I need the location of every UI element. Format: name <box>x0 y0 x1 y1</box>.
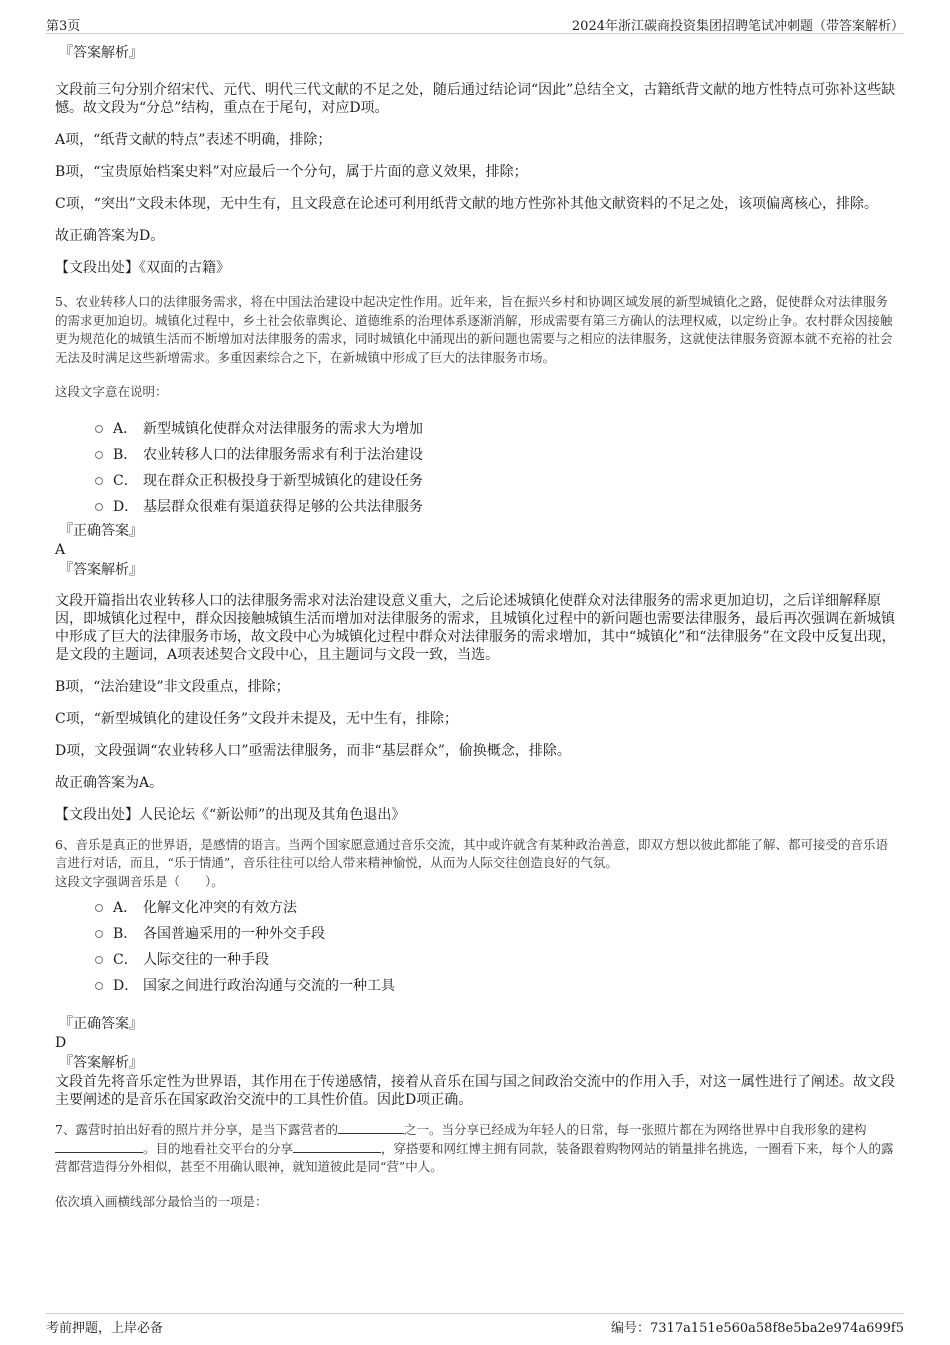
q4-conclusion: 故正确答案为D。 <box>55 228 165 244</box>
q5-option-d[interactable]: D． 基层群众很难有渠道获得足够的公共法律服务 <box>95 494 900 520</box>
blank-3 <box>293 1140 381 1153</box>
page-footer <box>46 1313 904 1336</box>
q6-analysis-paragraph: 文段首先将音乐定性为世界语，其作用在于传递感情，接着从音乐在国与国之间政治交流中的作用入手，对这一属性进行了阐述。故文段主要阐述的是音乐在国家政治交流中的工具性价值。因此D项正确。 <box>55 1074 895 1108</box>
document-code: 编号：7317a151e560a58f8e5ba2e974a699f5 <box>611 1321 904 1336</box>
blank-1 <box>338 1121 404 1134</box>
q6-options <box>95 895 900 999</box>
page-content <box>55 44 900 1211</box>
q4-analysis-option-a: A项，“纸背文献的特点”表述不明确，排除； <box>55 132 332 148</box>
footer-slogan: 考前押题，上岸必备 <box>46 1321 164 1336</box>
q6-option-a[interactable]: A． 化解文化冲突的有效方法 <box>95 895 900 921</box>
radio-icon[interactable] <box>95 503 103 511</box>
q5-option-a[interactable]: A． 新型城镇化使群众对法律服务的需求大为增加 <box>95 416 900 442</box>
q6-option-d[interactable]: D． 国家之间进行政治沟通与交流的一种工具 <box>95 973 900 999</box>
q6-analysis-label: 『答案解析』 <box>59 1055 143 1071</box>
q5-analysis-option-b: B项，“法治建设”非文段重点，排除； <box>55 678 290 695</box>
q5-analysis-option-d: D项，文段强调“农业转移人口”亟需法律服务，而非“基层群众”，偷换概念，排除。 <box>55 742 571 759</box>
radio-icon[interactable] <box>95 425 103 433</box>
radio-icon[interactable] <box>95 956 103 964</box>
q4-source: 【文段出处】《双面的古籍》 <box>55 260 230 276</box>
q5-correct-label: 『正确答案』 <box>59 522 143 539</box>
q4-analysis-label: 『答案解析』 <box>59 45 143 61</box>
q7-stem: 7、露营时拍出好看的照片并分享，是当下露营者的 之一。当分享已经成为年轻人的日常，每一张照片都在为网络世界中自我形象的建构。目的地看社交平台的分享 ，穿搭要和网红博主拥有同款，装备跟着购物网站的销量排名挑选，一圈看下来，每个人的露营都营造得分外相似，甚至不用确认眼神，就知道彼此是同“营”中人。 <box>55 1122 894 1174</box>
q5-analysis-option-c: C项，“新型城镇化的建设任务”文段并未提及，无中生有，排除； <box>55 710 459 727</box>
q6-correct-label: 『正确答案』 <box>59 1016 143 1032</box>
q5-option-b[interactable]: B． 农业转移人口的法律服务需求有利于法治建设 <box>95 442 900 468</box>
radio-icon[interactable] <box>95 930 103 938</box>
q6-correct-answer: D <box>55 1035 67 1051</box>
page-header <box>46 15 904 34</box>
q5-option-c[interactable]: C． 现在群众正积极投身于新型城镇化的建设任务 <box>95 468 900 494</box>
q5-correct-answer: A <box>55 541 66 558</box>
q5-analysis-label: 『答案解析』 <box>59 561 143 578</box>
q7-question: 依次填入画横线部分最恰当的一项是： <box>55 1193 268 1209</box>
q5-stem: 5、农业转移人口的法律服务需求，将在中国法治建设中起决定性作用。近年来，旨在振兴乡村和协调区域发展的新型城镇化之路，促使群众对法律服务的需求更加迫切。城镇化过程中，乡土社会依靠舆论、道德维系的治理体系逐渐消解，形成需要有第三方确认的法理权威，以定纷止争。农村群众因接触更为规范化的城镇生活而不断增加对法律服务的需求，同时城镇化中涌现出的新问题也需要与之相应的法律服务，这就使法律服务资源本就不充裕的社会无法及时满足这些新增需求。多重因素综合之下，在新城镇中形成了巨大的法律服务市场。 <box>55 294 893 365</box>
q6-option-c[interactable]: C． 人际交往的一种手段 <box>95 947 900 973</box>
page-number: 第3页 <box>46 19 81 34</box>
q6-stem: 6、音乐是真正的世界语，是感情的语言。当两个国家愿意通过音乐交流，其中或许就含有某种政治善意，即双方想以彼此都能了解、都可接受的音乐语言进行对话，而且，“乐于情通”，音乐往往可以给人带来精神愉悦，从而为人际交往创造良好的气氛。 <box>55 836 888 870</box>
radio-icon[interactable] <box>95 477 103 485</box>
radio-icon[interactable] <box>95 451 103 459</box>
q4-analysis-option-b: B项，“宝贵原始档案史料”对应最后一个分句，属于片面的意义效果，排除； <box>55 164 528 180</box>
radio-icon[interactable] <box>95 982 103 990</box>
q5-options <box>95 416 900 520</box>
q4-analysis-option-c: C项，“突出”文段未体现，无中生有，且文段意在论述可利用纸背文献的地方性弥补其他文献资料的不足之处，该项偏离核心，排除。 <box>55 196 879 212</box>
radio-icon[interactable] <box>95 904 103 912</box>
q5-analysis-paragraph: 文段开篇指出农业转移人口的法律服务需求对法治建设意义重大，之后论述城镇化使群众对法律服务的需求更加迫切，之后详细解释原因，即城镇化过程中，群众因接触城镇生活而增加对法律服务的需求，且城镇化过程中的新问题也需要法律服务，最后再次强调在新城镇中形成了巨大的法律服务市场，故文段中心为城镇化过程中群众对法律服务的需求增加，其中“城镇化”和“法律服务”在文段中反复出现，是文段的主题词，A项表述契合文段中心，且主题词与文段一致，当选。 <box>55 592 896 663</box>
document-title: 2024年浙江碳商投资集团招聘笔试冲刺题（带答案解析） <box>571 19 904 34</box>
q6-option-b[interactable]: B． 各国普遍采用的一种外交手段 <box>95 921 900 947</box>
q5-question: 这段文字意在说明： <box>55 384 168 399</box>
q6-question: 这段文字强调音乐是（ ）。 <box>55 873 224 889</box>
q5-conclusion: 故正确答案为A。 <box>55 774 164 791</box>
q5-source: 【文段出处】人民论坛《“新讼师”的出现及其角色退出》 <box>55 806 406 823</box>
q4-analysis-paragraph: 文段前三句分别介绍宋代、元代、明代三代文献的不足之处，随后通过结论词“因此”总结全文，古籍纸背文献的地方性特点可弥补这些缺憾。故文段为“分总”结构，重点在于尾句，对应D项。 <box>55 82 896 116</box>
blank-2 <box>55 1140 143 1153</box>
